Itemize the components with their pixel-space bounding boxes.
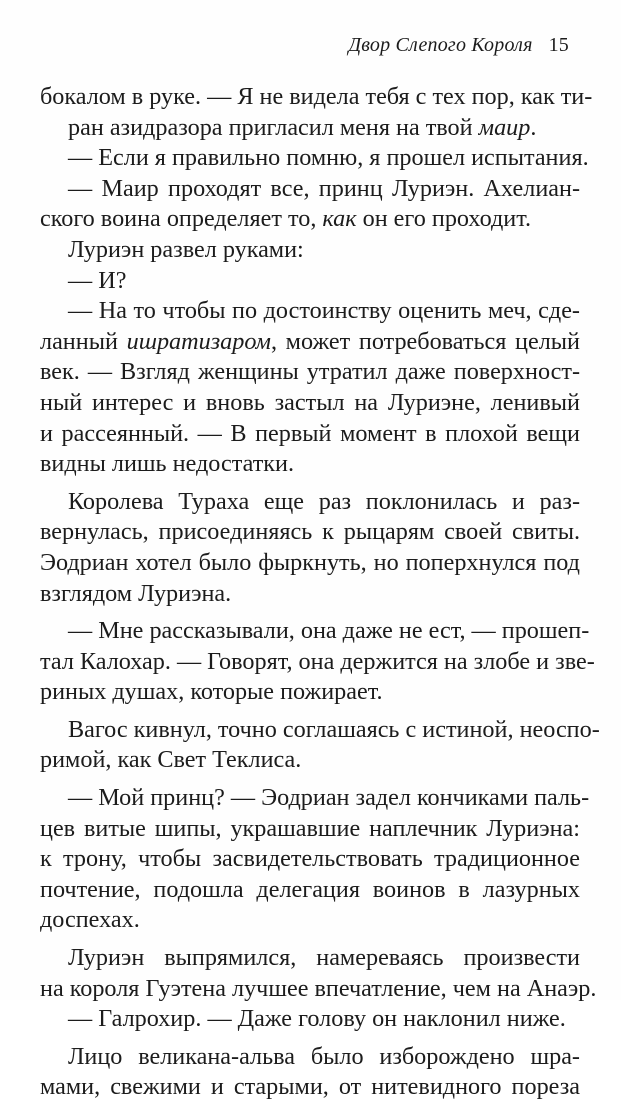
text-line [40,517,580,548]
book-title: Двор Слепого Короля [348,34,533,56]
text-segment: взглядом Луриэна. [40,579,232,607]
text-segment: Вагос кивнул, точно соглашаясь с истиной, неоспо- [68,715,600,743]
text-line [40,647,595,678]
text-segment: Эодриан хотел было фыркнуть, но поперхнулся под [40,548,580,576]
text-line [40,814,580,845]
text-segment: ского воина определяет то, [40,205,323,233]
text-line [40,943,580,974]
text-line [40,204,580,235]
text-line [40,616,590,647]
text-line [40,113,580,144]
text-segment: — Если я правильно помню, я прошел испытания. [68,144,589,172]
text-line [40,905,580,936]
text-segment: Луриэн развел руками: [68,235,304,263]
text-segment: и рассеянный. — В первый момент в плохой вещи [40,419,580,447]
text-line [40,388,580,419]
text-segment: Королева Тураха еще раз поклонилась и раз- [68,487,580,515]
text-line [40,745,580,776]
text-segment: тал Калохар. — Говорят, она держится на злобе и зве- [40,647,595,675]
body-text [40,82,600,1103]
text-line [40,327,580,358]
text-segment: — Галрохир. — Даже голову он наклонил ниже. [68,1005,566,1033]
text-segment: бокалом в руке. — Я не видела тебя с тех пор, как ти- [40,83,593,110]
text-segment: доспехах. [40,906,140,934]
text-line [40,1004,580,1035]
italic-word: ишратизаром [126,327,271,355]
text-line [40,844,580,875]
text-segment: на короля Гуэтена лучшее впечатление, чем на Анаэр. [40,974,597,1002]
text-segment: , может потребоваться целый [270,327,580,355]
text-segment: — Мне рассказывали, она даже не ест, — прошеп- [68,617,590,645]
running-header [348,34,569,57]
text-line [40,715,600,746]
text-segment: . [530,113,537,141]
text-segment: видны лишь недостатки. [40,450,295,478]
text-segment: цев витые шипы, украшавшие наплечник Луриэна: [40,814,580,842]
text-line [40,579,580,610]
text-line [40,548,580,579]
text-segment: — На то чтобы по достоинству оценить меч, сде- [68,297,580,325]
text-segment: риных душах, которые пожирает. [40,678,383,706]
text-line [40,266,580,297]
text-line [40,419,580,450]
text-line [40,487,580,518]
text-segment: он его проходит. [356,205,532,233]
text-segment: Лицо великана-альва было изборождено шра- [68,1042,580,1070]
text-segment: почтение, подошла делегация воинов в лазурных [40,875,580,903]
text-segment: ланный [40,327,127,355]
text-segment: вернулась, присоединяясь к рыцарям своей свиты. [40,518,580,546]
text-line [40,82,593,113]
text-line [40,174,580,205]
text-line [40,1042,580,1073]
text-line [40,143,589,174]
text-line [40,1072,580,1103]
text-segment: римой, как Свет Теклиса. [40,746,302,774]
text-line [40,296,580,327]
text-segment: ран азидразора пригласил меня на твой [68,113,479,141]
italic-word: маир [478,113,531,141]
text-segment: к трону, чтобы засвидетельствовать традиционное [40,845,580,873]
text-line [40,357,580,388]
text-line [40,235,580,266]
page-number: 15 [548,34,569,56]
text-segment: — Мой принц? — Эодриан задел кончиками паль- [68,784,590,812]
text-line [40,783,590,814]
text-segment: — Маир проходят все, принц Луриэн. Ахелиан- [68,174,580,202]
text-line [40,449,580,480]
text-segment: ный интерес и вновь застыл на Луриэне, ленивый [40,388,580,416]
text-line [40,677,580,708]
italic-word: как [322,205,357,233]
text-segment: мами, свежими и старыми, от нитевидного пореза [40,1073,580,1101]
text-segment: — И? [68,266,127,294]
text-line [40,875,580,906]
text-segment: век. — Взгляд женщины утратил даже поверхност- [40,358,580,386]
text-segment: Луриэн выпрямился, намереваясь произвести [68,944,580,972]
